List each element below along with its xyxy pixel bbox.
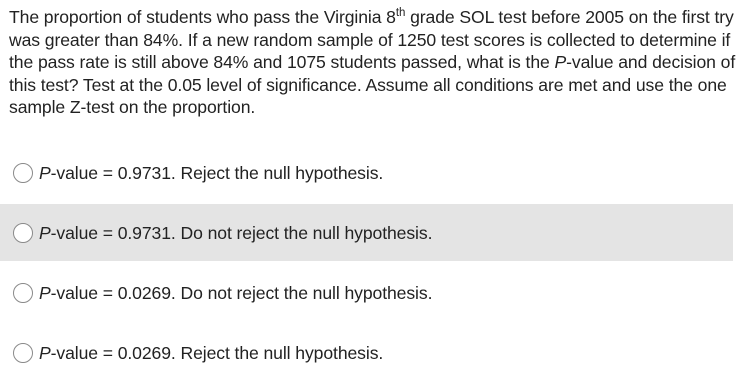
- answer-option-3-label: [39, 282, 432, 304]
- answer-option-2-label: [39, 222, 432, 244]
- radio-button-4[interactable]: [13, 343, 33, 363]
- question-text: [9, 6, 747, 119]
- question-p-letter: P: [554, 52, 567, 73]
- answer-option-4-label: [39, 342, 383, 364]
- answer-option-1-text: -value = 0.9731. Reject the null hypothesis.: [50, 162, 384, 183]
- answer-option-2[interactable]: [0, 204, 733, 261]
- ordinal-superscript: th: [395, 7, 406, 19]
- answer-option-2-text: -value = 0.9731. Do not reject the null hypothesis.: [50, 222, 433, 243]
- answer-option-3[interactable]: [0, 264, 733, 321]
- radio-button-3[interactable]: [13, 283, 33, 303]
- answer-option-2-p-letter: P: [39, 222, 51, 243]
- answer-option-3-p-letter: P: [39, 282, 51, 303]
- radio-button-1[interactable]: [13, 163, 33, 183]
- answer-option-1[interactable]: [0, 144, 733, 201]
- answer-option-4-p-letter: P: [39, 342, 51, 363]
- answer-option-1-p-letter: P: [39, 162, 51, 183]
- question-part-2: grade SOL test before 2005 on the first try was greater than 84%. If a new random sample of 1250 test scores is collected to determine if the pass rate is still above 84% and 1075 students passed, what is the: [9, 7, 734, 73]
- answer-option-4-text: -value = 0.0269. Reject the null hypothesis.: [50, 342, 384, 363]
- radio-button-2[interactable]: [13, 223, 33, 243]
- question-part-1: The proportion of students who pass the Virginia 8: [9, 7, 396, 27]
- answer-option-4[interactable]: [0, 324, 733, 381]
- answer-option-3-text: -value = 0.0269. Do not reject the null hypothesis.: [50, 282, 433, 303]
- answer-options: [0, 144, 733, 384]
- answer-option-1-label: [39, 162, 383, 184]
- question-part-3: -value and decision of this test? Test at the 0.05 level of significance. Assume all conditions are met and use the one sample Z-test on the proportion.: [9, 52, 736, 118]
